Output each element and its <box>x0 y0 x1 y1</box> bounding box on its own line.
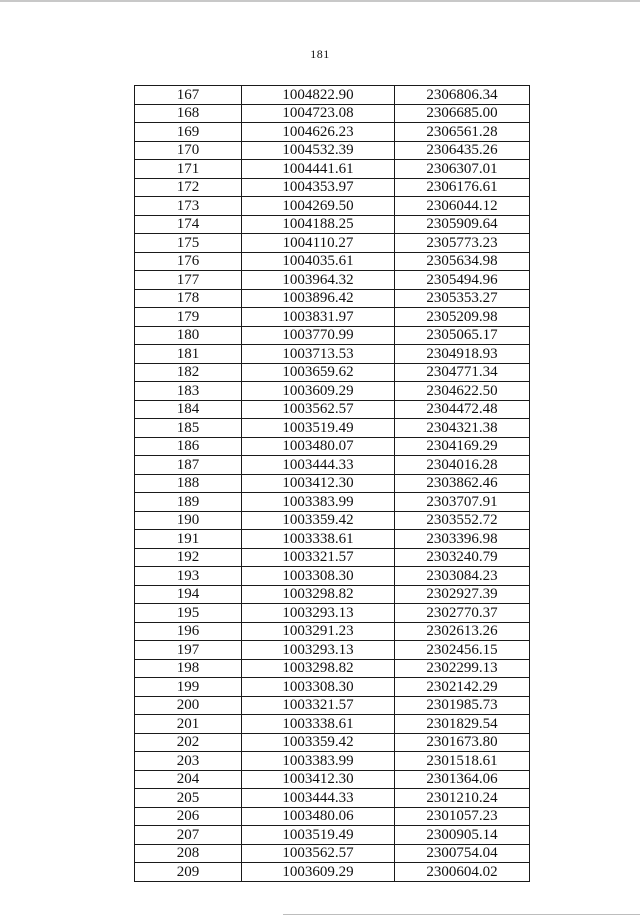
x-coordinate-cell: 1003298.82 <box>242 659 395 678</box>
scan-bottom-edge <box>283 914 640 915</box>
x-coordinate-cell: 1003412.30 <box>242 770 395 789</box>
y-coordinate-cell: 2302770.37 <box>395 604 530 623</box>
x-coordinate-cell: 1003480.07 <box>242 437 395 456</box>
table-row <box>135 160 530 179</box>
point-id-cell: 168 <box>135 104 242 123</box>
y-coordinate-cell: 2306435.26 <box>395 141 530 160</box>
y-coordinate-cell: 2305494.96 <box>395 271 530 290</box>
point-id-cell: 185 <box>135 419 242 438</box>
x-coordinate-cell: 1003713.53 <box>242 345 395 364</box>
x-coordinate-cell: 1003298.82 <box>242 585 395 604</box>
y-coordinate-cell: 2302927.39 <box>395 585 530 604</box>
y-coordinate-cell: 2305909.64 <box>395 215 530 234</box>
point-id-cell: 200 <box>135 696 242 715</box>
x-coordinate-cell: 1003770.99 <box>242 326 395 345</box>
table-row <box>135 696 530 715</box>
x-coordinate-cell: 1003896.42 <box>242 289 395 308</box>
point-id-cell: 197 <box>135 641 242 660</box>
table-row <box>135 863 530 882</box>
x-coordinate-cell: 1003964.32 <box>242 271 395 290</box>
x-coordinate-cell: 1003519.49 <box>242 419 395 438</box>
table-row <box>135 252 530 271</box>
point-id-cell: 187 <box>135 456 242 475</box>
x-coordinate-cell: 1003321.57 <box>242 696 395 715</box>
table-row <box>135 345 530 364</box>
coordinates-table-body <box>135 86 530 882</box>
point-id-cell: 208 <box>135 844 242 863</box>
x-coordinate-cell: 1003321.57 <box>242 548 395 567</box>
point-id-cell: 209 <box>135 863 242 882</box>
point-id-cell: 176 <box>135 252 242 271</box>
point-id-cell: 190 <box>135 511 242 530</box>
point-id-cell: 182 <box>135 363 242 382</box>
y-coordinate-cell: 2304016.28 <box>395 456 530 475</box>
x-coordinate-cell: 1003562.57 <box>242 844 395 863</box>
y-coordinate-cell: 2301057.23 <box>395 807 530 826</box>
x-coordinate-cell: 1004441.61 <box>242 160 395 179</box>
point-id-cell: 189 <box>135 493 242 512</box>
table-row <box>135 474 530 493</box>
point-id-cell: 169 <box>135 123 242 142</box>
point-id-cell: 203 <box>135 752 242 771</box>
x-coordinate-cell: 1004188.25 <box>242 215 395 234</box>
y-coordinate-cell: 2301829.54 <box>395 715 530 734</box>
table-row <box>135 419 530 438</box>
y-coordinate-cell: 2303862.46 <box>395 474 530 493</box>
table-row <box>135 585 530 604</box>
y-coordinate-cell: 2303084.23 <box>395 567 530 586</box>
y-coordinate-cell: 2306044.12 <box>395 197 530 216</box>
point-id-cell: 205 <box>135 789 242 808</box>
point-id-cell: 173 <box>135 197 242 216</box>
table-row <box>135 363 530 382</box>
table-row <box>135 770 530 789</box>
table-row <box>135 789 530 808</box>
point-id-cell: 196 <box>135 622 242 641</box>
table-row <box>135 197 530 216</box>
table-row <box>135 826 530 845</box>
x-coordinate-cell: 1003338.61 <box>242 715 395 734</box>
point-id-cell: 191 <box>135 530 242 549</box>
point-id-cell: 199 <box>135 678 242 697</box>
point-id-cell: 172 <box>135 178 242 197</box>
y-coordinate-cell: 2300604.02 <box>395 863 530 882</box>
page-number: 181 <box>310 47 330 61</box>
table-row <box>135 622 530 641</box>
y-coordinate-cell: 2300905.14 <box>395 826 530 845</box>
table-row <box>135 215 530 234</box>
y-coordinate-cell: 2301364.06 <box>395 770 530 789</box>
point-id-cell: 183 <box>135 382 242 401</box>
table-row <box>135 382 530 401</box>
table-row <box>135 493 530 512</box>
point-id-cell: 181 <box>135 345 242 364</box>
x-coordinate-cell: 1003293.13 <box>242 604 395 623</box>
point-id-cell: 204 <box>135 770 242 789</box>
y-coordinate-cell: 2304918.93 <box>395 345 530 364</box>
y-coordinate-cell: 2305065.17 <box>395 326 530 345</box>
table-row <box>135 271 530 290</box>
point-id-cell: 201 <box>135 715 242 734</box>
x-coordinate-cell: 1003609.29 <box>242 382 395 401</box>
point-id-cell: 167 <box>135 86 242 105</box>
table-row <box>135 234 530 253</box>
x-coordinate-cell: 1003359.42 <box>242 733 395 752</box>
x-coordinate-cell: 1004822.90 <box>242 86 395 105</box>
table-row <box>135 641 530 660</box>
x-coordinate-cell: 1003609.29 <box>242 863 395 882</box>
y-coordinate-cell: 2302456.15 <box>395 641 530 660</box>
table-row <box>135 733 530 752</box>
table-row <box>135 141 530 160</box>
table-row <box>135 548 530 567</box>
y-coordinate-cell: 2304622.50 <box>395 382 530 401</box>
table-row <box>135 659 530 678</box>
point-id-cell: 192 <box>135 548 242 567</box>
table-row <box>135 752 530 771</box>
table-row <box>135 530 530 549</box>
y-coordinate-cell: 2305353.27 <box>395 289 530 308</box>
y-coordinate-cell: 2301985.73 <box>395 696 530 715</box>
point-id-cell: 207 <box>135 826 242 845</box>
y-coordinate-cell: 2303240.79 <box>395 548 530 567</box>
x-coordinate-cell: 1003308.30 <box>242 567 395 586</box>
table-row <box>135 807 530 826</box>
table-row <box>135 308 530 327</box>
y-coordinate-cell: 2301673.80 <box>395 733 530 752</box>
point-id-cell: 202 <box>135 733 242 752</box>
point-id-cell: 186 <box>135 437 242 456</box>
table-row <box>135 123 530 142</box>
x-coordinate-cell: 1004532.39 <box>242 141 395 160</box>
x-coordinate-cell: 1003519.49 <box>242 826 395 845</box>
y-coordinate-cell: 2305773.23 <box>395 234 530 253</box>
x-coordinate-cell: 1004035.61 <box>242 252 395 271</box>
table-row <box>135 326 530 345</box>
x-coordinate-cell: 1004110.27 <box>242 234 395 253</box>
table-row <box>135 678 530 697</box>
point-id-cell: 194 <box>135 585 242 604</box>
x-coordinate-cell: 1003293.13 <box>242 641 395 660</box>
point-id-cell: 193 <box>135 567 242 586</box>
y-coordinate-cell: 2305634.98 <box>395 252 530 271</box>
point-id-cell: 179 <box>135 308 242 327</box>
x-coordinate-cell: 1003383.99 <box>242 752 395 771</box>
y-coordinate-cell: 2301518.61 <box>395 752 530 771</box>
y-coordinate-cell: 2303707.91 <box>395 493 530 512</box>
table-row <box>135 604 530 623</box>
scan-top-edge <box>0 0 640 2</box>
table-row <box>135 567 530 586</box>
y-coordinate-cell: 2304472.48 <box>395 400 530 419</box>
y-coordinate-cell: 2302613.26 <box>395 622 530 641</box>
point-id-cell: 175 <box>135 234 242 253</box>
y-coordinate-cell: 2303396.98 <box>395 530 530 549</box>
table-row <box>135 715 530 734</box>
y-coordinate-cell: 2306176.61 <box>395 178 530 197</box>
point-id-cell: 206 <box>135 807 242 826</box>
point-id-cell: 184 <box>135 400 242 419</box>
coordinates-table <box>134 85 530 882</box>
x-coordinate-cell: 1003831.97 <box>242 308 395 327</box>
point-id-cell: 178 <box>135 289 242 308</box>
y-coordinate-cell: 2306307.01 <box>395 160 530 179</box>
x-coordinate-cell: 1003291.23 <box>242 622 395 641</box>
point-id-cell: 195 <box>135 604 242 623</box>
point-id-cell: 198 <box>135 659 242 678</box>
x-coordinate-cell: 1003308.30 <box>242 678 395 697</box>
table-row <box>135 844 530 863</box>
x-coordinate-cell: 1004626.23 <box>242 123 395 142</box>
y-coordinate-cell: 2306685.00 <box>395 104 530 123</box>
table-row <box>135 437 530 456</box>
y-coordinate-cell: 2304321.38 <box>395 419 530 438</box>
x-coordinate-cell: 1003412.30 <box>242 474 395 493</box>
table-row <box>135 400 530 419</box>
table-row <box>135 86 530 105</box>
x-coordinate-cell: 1004353.97 <box>242 178 395 197</box>
table-row <box>135 104 530 123</box>
y-coordinate-cell: 2304169.29 <box>395 437 530 456</box>
table-row <box>135 511 530 530</box>
y-coordinate-cell: 2305209.98 <box>395 308 530 327</box>
y-coordinate-cell: 2302142.29 <box>395 678 530 697</box>
point-id-cell: 174 <box>135 215 242 234</box>
x-coordinate-cell: 1003444.33 <box>242 456 395 475</box>
x-coordinate-cell: 1003359.42 <box>242 511 395 530</box>
table-row <box>135 178 530 197</box>
y-coordinate-cell: 2304771.34 <box>395 363 530 382</box>
y-coordinate-cell: 2301210.24 <box>395 789 530 808</box>
x-coordinate-cell: 1003562.57 <box>242 400 395 419</box>
x-coordinate-cell: 1003444.33 <box>242 789 395 808</box>
y-coordinate-cell: 2302299.13 <box>395 659 530 678</box>
point-id-cell: 170 <box>135 141 242 160</box>
x-coordinate-cell: 1004269.50 <box>242 197 395 216</box>
x-coordinate-cell: 1003338.61 <box>242 530 395 549</box>
y-coordinate-cell: 2306806.34 <box>395 86 530 105</box>
point-id-cell: 177 <box>135 271 242 290</box>
y-coordinate-cell: 2300754.04 <box>395 844 530 863</box>
x-coordinate-cell: 1004723.08 <box>242 104 395 123</box>
point-id-cell: 171 <box>135 160 242 179</box>
x-coordinate-cell: 1003480.06 <box>242 807 395 826</box>
y-coordinate-cell: 2303552.72 <box>395 511 530 530</box>
y-coordinate-cell: 2306561.28 <box>395 123 530 142</box>
point-id-cell: 180 <box>135 326 242 345</box>
point-id-cell: 188 <box>135 474 242 493</box>
table-row <box>135 456 530 475</box>
x-coordinate-cell: 1003659.62 <box>242 363 395 382</box>
table-row <box>135 289 530 308</box>
x-coordinate-cell: 1003383.99 <box>242 493 395 512</box>
